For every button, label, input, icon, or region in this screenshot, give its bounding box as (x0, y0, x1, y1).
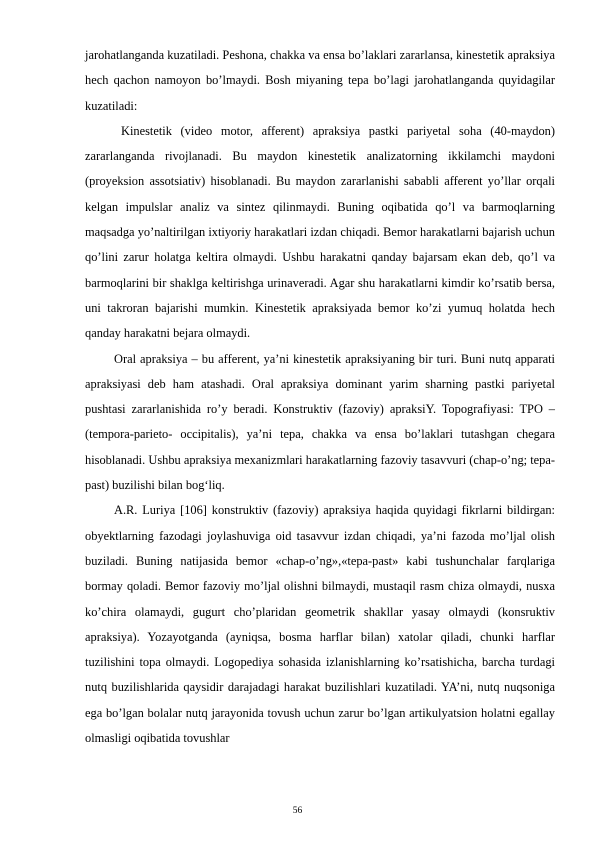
document-page (85, 43, 555, 751)
paragraph-luriya: A.R. Luriya [106] konstruktiv (fazoviy) apraksiya haqida quyidagi fikrlarni bildirgan: obyektlarning fazodagi joylashuviga oid tasavvur izdan chiqadi, ya’ni fazoda mo’ljal olish buziladi. Buning natijasida bemor «chap-o’ng»,«tepa-past» kabi tushunchalar farqlariga bormay qoladi. Bemor fazoviy mo’ljal olishni bilmaydi, mustaqil rasm chiza olmaydi, nusxa ko’chira olamaydi, gugurt cho’plaridan geometrik shakllar yasay olmaydi (konsruktiv apraksiya). Yozayotganda (ayniqsa, bosma harflar bilan) xatolar qiladi, chunki harflar tuzilishini topa olmaydi. Logopediya sohasida izlanishlarning ko’rsatishicha, barcha turdagi nutq buzilishlarida qaysidir darajadagi harakat buzilishlari kuzatiladi. YA’ni, nutq nuqsoniga ega bo’lgan bolalar nutq jarayonida tovush uchun zarur bo’lgan artikulyatsion holatni egallay olmasligi oqibatida tovushlar (85, 503, 555, 746)
paragraph-oral-apraxia: Oral apraksiya – bu afferent, ya’ni kinestetik apraksiyaning bir turi. Buni nutq apparati apraksiyasi deb ham atashadi. Oral apraksiya dominant yarim sharning pastki pariyetal pushtasi zararlanishida ro’y beradi. Konstruktiv (fazoviy) apraksiY. Topografiyasi: TPO – (tempora-parieto- occipitalis), ya’ni tepa, chakka va ensa bo’laklari tutashgan chegara hisoblanadi. Ushbu apraksiya mexanizmlari harakatlarning fazoviy tasavvuri (chap-o’ng; tepa-past) buzilishi bilan bog‘liq. (85, 351, 555, 493)
paragraph-continuation: jarohatlanganda kuzatiladi. Peshona, chakka va ensa bo’laklari zararlansa, kinestetik apraksiya hech qachon namoyon bo’lmaydi. Bosh miyaning tepa bo’lagi jarohatlanganda quyidagilar kuzatiladi: (85, 48, 555, 113)
page-number: 56 (292, 806, 303, 816)
paragraph-kinesthetic-apraxia: Kinestetik (video motor, afferent) apraksiya pastki pariyetal soha (40-maydon) zararlanganda rivojlanadi. Bu maydon kinestetik analizatorning ikkilamchi maydoni (proyeksion assotsiativ) hisoblanadi. Bu maydon zararlanishi sababli afferent yo’llar orqali kelgan impulslar analiz va sintez qilinmaydi. Buning oqibatida qo’l va barmoqlarning maqsadga yo’naltirilgan ixtiyoriy harakatlari izdan chiqadi. Bemor harakatlarni bajarish uchun qo’lini zarur holatga keltira olmaydi. Ushbu harakatni qanday bajarsam ekan deb, qo’l va barmoqlarini bir shaklga keltirishga urinaveradi. Agar shu harakatlarni kimdir ko’rsatib bersa, uni takroran bajarishi mumkin. Kinestetik apraksiyada bemor ko’zi yumuq holatda hech qanday harakatni bejara olmaydi. (85, 123, 555, 341)
